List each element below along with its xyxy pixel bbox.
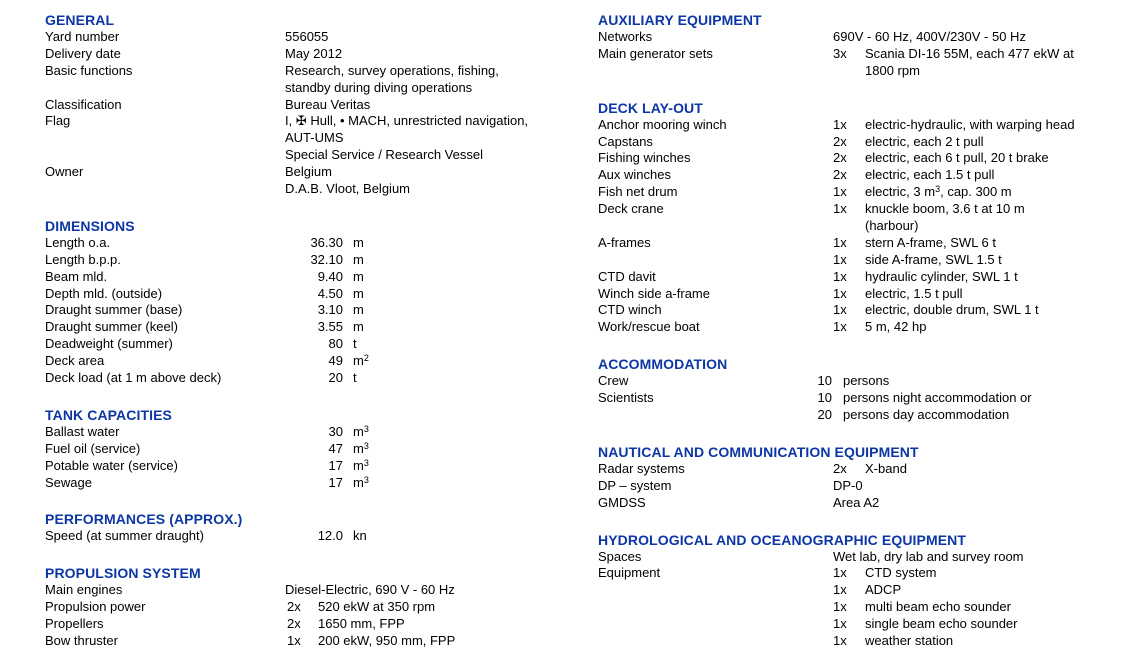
spec-label: Bow thruster	[45, 633, 118, 649]
section-heading: HYDROLOGICAL AND OCEANOGRAPHIC EQUIPMENT	[598, 531, 967, 548]
spec-row	[45, 370, 598, 387]
spec-value: electric, 3 $m^3$, cap. 300 m	[865, 184, 1012, 200]
spec-label: Spaces	[598, 548, 642, 564]
spec-quantity: 2x	[833, 167, 847, 183]
spec-label: Deadweight (summer)	[45, 336, 173, 352]
spec-unit: $m^3$	[353, 474, 369, 490]
section-deck-lay-out	[598, 100, 1139, 337]
spec-label: Depth mld. (outside)	[45, 285, 163, 301]
spec-label: Capstans	[598, 133, 653, 149]
spec-unit: $m^3$	[353, 457, 369, 473]
spec-label: Main generator sets	[598, 45, 713, 61]
spec-value: Bureau Veritas	[285, 96, 371, 112]
spec-value: stern A-frame, SWL 6 t	[865, 234, 997, 250]
section-heading: TANK CAPACITIES	[45, 406, 172, 423]
spec-quantity: 1x	[833, 319, 847, 335]
spec-quantity: 1x	[833, 302, 847, 318]
spec-value: 5 m, 42 hp	[865, 319, 927, 335]
spec-row	[45, 286, 598, 303]
spec-label: Draught summer (base)	[45, 302, 183, 318]
spec-label: Propellers	[45, 616, 104, 632]
spec-row	[45, 336, 598, 353]
spec-column-left	[45, 12, 598, 670]
spec-row	[598, 235, 1139, 252]
spec-row	[45, 458, 598, 475]
spec-row	[598, 633, 1139, 650]
spec-row	[598, 616, 1139, 633]
spec-value: CTD system	[865, 565, 937, 581]
spec-label: Deck crane	[598, 201, 664, 217]
spec-row	[598, 373, 1139, 390]
spec-quantity: 1x	[833, 268, 847, 284]
spec-number: 3.10	[317, 302, 343, 318]
spec-row	[598, 201, 1139, 218]
spec-row	[598, 407, 1139, 424]
spec-row	[45, 147, 598, 164]
spec-label: DP – system	[598, 477, 672, 493]
spec-label: Propulsion power	[45, 599, 146, 615]
spec-value: 1650 mm, FPP	[318, 616, 405, 632]
spec-number: 12.0	[317, 528, 343, 544]
spec-label: Speed (at summer draught)	[45, 528, 204, 544]
spec-label: Fishing winches	[598, 150, 691, 166]
spec-label: Beam mld.	[45, 268, 108, 284]
spec-quantity: 2x	[833, 460, 847, 476]
spec-label: CTD winch	[598, 302, 662, 318]
spec-quantity: 1x	[833, 234, 847, 250]
spec-label: Length o.a.	[45, 234, 111, 250]
spec-value: 1800 rpm	[865, 62, 920, 78]
spec-row	[45, 319, 598, 336]
spec-unit: kn	[353, 528, 367, 544]
section-accommodation	[598, 356, 1139, 424]
spec-number: 10	[817, 390, 832, 406]
spec-value: electric-hydraulic, with warping head	[865, 116, 1075, 132]
spec-value: D.A.B. Vloot, Belgium	[285, 181, 410, 197]
spec-row	[45, 269, 598, 286]
spec-value: I, ✠ Hull, • MACH, unrestricted navigation,	[285, 113, 529, 129]
spec-row	[45, 599, 598, 616]
spec-value: X-band	[865, 460, 907, 476]
spec-row	[598, 582, 1139, 599]
spec-value: Wet lab, dry lab and survey room	[833, 548, 1024, 564]
spec-row	[45, 302, 598, 319]
spec-row	[45, 235, 598, 252]
section-heading: DIMENSIONS	[45, 217, 135, 234]
section-hydrological-and-oceanographic-equipment	[598, 532, 1139, 650]
section-heading: PROPULSION SYSTEM	[45, 565, 201, 582]
section-general	[45, 12, 598, 198]
spec-number: 49	[328, 353, 343, 369]
spec-row	[598, 319, 1139, 336]
spec-row	[598, 565, 1139, 582]
spec-row	[598, 46, 1139, 63]
spec-label: Anchor mooring winch	[598, 116, 727, 132]
spec-unit: persons day accommodation	[843, 407, 1010, 423]
spec-value: single beam echo sounder	[865, 616, 1018, 632]
spec-quantity: 1x	[287, 633, 301, 649]
spec-row	[598, 167, 1139, 184]
spec-value: 520 ekW at 350 rpm	[318, 599, 436, 615]
spec-value: hydraulic cylinder, SWL 1 t	[865, 268, 1018, 284]
spec-value: May 2012	[285, 45, 343, 61]
spec-unit: persons	[843, 373, 890, 389]
spec-row	[598, 117, 1139, 134]
spec-number: 36.30	[310, 234, 343, 250]
spec-number: 20	[328, 370, 343, 386]
spec-row	[45, 80, 598, 97]
spec-number: 32.10	[310, 251, 343, 267]
section-auxiliary-equipment	[598, 12, 1139, 80]
section-dimensions	[45, 218, 598, 387]
spec-quantity: 1x	[833, 565, 847, 581]
spec-unit: t	[353, 336, 357, 352]
spec-unit: m	[353, 251, 364, 267]
section-heading: NAUTICAL AND COMMUNICATION EQUIPMENT	[598, 443, 919, 460]
spec-quantity: 1x	[833, 633, 847, 649]
spec-number: 47	[328, 440, 343, 456]
spec-number: 80	[328, 336, 343, 352]
spec-value: 200 ekW, 950 mm, FPP	[318, 633, 456, 649]
superscript: 2	[363, 353, 369, 364]
spec-label: Radar systems	[598, 460, 685, 476]
spec-value: 556055	[285, 29, 329, 44]
spec-number: 10	[817, 373, 832, 389]
spec-value: side A-frame, SWL 1.5 t	[865, 251, 1002, 267]
spec-label: Winch side a-frame	[598, 285, 710, 301]
spec-quantity: 2x	[833, 150, 847, 166]
spec-row	[45, 113, 598, 130]
spec-row	[45, 130, 598, 147]
spec-quantity: 1x	[833, 184, 847, 200]
spec-label: Fish net drum	[598, 184, 678, 200]
section-performances-approx	[45, 511, 598, 545]
spec-label: Length b.p.p.	[45, 251, 121, 267]
spec-row	[45, 528, 598, 545]
spec-unit: $m^3$	[353, 423, 369, 439]
spec-value: DP-0	[833, 477, 863, 493]
spec-label: Basic functions	[45, 62, 133, 78]
spec-quantity: 1x	[833, 251, 847, 267]
spec-value: Scania DI-16 55M, each 477 ekW at	[865, 45, 1074, 61]
section-propulsion-system	[45, 565, 598, 650]
spec-row	[598, 599, 1139, 616]
spec-value: (harbour)	[865, 218, 919, 234]
spec-label: Deck load (at 1 m above deck)	[45, 370, 222, 386]
spec-row	[598, 184, 1139, 201]
spec-row	[45, 475, 598, 492]
spec-row	[598, 150, 1139, 167]
spec-value: Research, survey operations, fishing,	[285, 62, 499, 78]
section-nautical-and-communication-equipment	[598, 444, 1139, 512]
spec-label: Owner	[45, 164, 84, 180]
spec-row	[45, 29, 598, 46]
spec-row	[45, 633, 598, 650]
spec-label: Scientists	[598, 390, 654, 406]
spec-row	[598, 286, 1139, 303]
spec-row	[45, 441, 598, 458]
spec-row	[45, 97, 598, 114]
spec-value: Belgium	[285, 164, 332, 180]
section-heading: DECK LAY-OUT	[598, 99, 703, 116]
spec-row	[598, 29, 1139, 46]
section-tank-capacities	[45, 407, 598, 492]
spec-value: weather station	[865, 633, 954, 649]
spec-label: Potable water (service)	[45, 457, 178, 473]
spec-label: Flag	[45, 113, 71, 129]
spec-label: Fuel oil (service)	[45, 440, 141, 456]
spec-label: Sewage	[45, 474, 92, 490]
spec-label: Ballast water	[45, 423, 120, 439]
spec-value: standby during diving operations	[285, 79, 473, 95]
spec-unit: m	[353, 302, 364, 318]
spec-quantity: 2x	[833, 133, 847, 149]
spec-label: Equipment	[598, 565, 661, 581]
spec-number: 20	[817, 407, 832, 423]
spec-row	[598, 390, 1139, 407]
spec-row	[45, 582, 598, 599]
spec-row	[598, 252, 1139, 269]
spec-number: 17	[328, 474, 343, 490]
spec-unit: $m^2$	[353, 353, 369, 369]
spec-quantity: 1x	[833, 201, 847, 217]
spec-number: 9.40	[317, 268, 343, 284]
spec-row	[45, 252, 598, 269]
spec-value: ADCP	[865, 582, 902, 598]
spec-value: knuckle boom, 3.6 t at 10 m	[865, 201, 1025, 217]
spec-label: Crew	[598, 373, 629, 389]
spec-label: CTD davit	[598, 268, 656, 284]
spec-unit: m	[353, 319, 364, 335]
spec-label: Networks	[598, 29, 653, 44]
spec-unit: m	[353, 285, 364, 301]
spec-unit: m	[353, 234, 364, 250]
spec-value: Diesel-Electric, 690 V - 60 Hz	[285, 582, 455, 598]
spec-value: multi beam echo sounder	[865, 599, 1011, 615]
spec-label: Main engines	[45, 582, 123, 598]
spec-unit: m	[353, 268, 364, 284]
spec-label: Work/rescue boat	[598, 319, 700, 335]
spec-row	[598, 218, 1139, 235]
spec-row	[598, 269, 1139, 286]
spec-quantity: 1x	[833, 616, 847, 632]
spec-number: 30	[328, 423, 343, 439]
spec-unit: t	[353, 370, 357, 386]
spec-quantity: 2x	[287, 599, 301, 615]
spec-row	[45, 63, 598, 80]
spec-label: A-frames	[598, 234, 651, 250]
section-heading: GENERAL	[45, 12, 115, 28]
section-heading: ACCOMMODATION	[598, 356, 728, 373]
superscript: 3	[363, 440, 369, 451]
spec-unit: persons night accommodation or	[843, 390, 1032, 406]
spec-label: Draught summer (keel)	[45, 319, 178, 335]
spec-quantity: 1x	[833, 116, 847, 132]
spec-unit: $m^3$	[353, 440, 369, 456]
spec-label: Deck area	[45, 353, 105, 369]
spec-value: electric, each 2 t pull	[865, 133, 984, 149]
spec-number: 17	[328, 457, 343, 473]
section-heading: AUXILIARY EQUIPMENT	[598, 12, 762, 28]
superscript: 3	[363, 457, 369, 468]
superscript: 3	[363, 474, 369, 485]
spec-value: Special Service / Research Vessel	[285, 147, 483, 163]
spec-row	[45, 164, 598, 181]
spec-label: Aux winches	[598, 167, 671, 183]
section-heading: PERFORMANCES (APPROX.)	[45, 511, 243, 528]
spec-number: 3.55	[317, 319, 343, 335]
spec-value: electric, double drum, SWL 1 t	[865, 302, 1039, 318]
spec-row	[598, 63, 1139, 80]
spec-row	[598, 495, 1139, 512]
spec-quantity: 1x	[833, 582, 847, 598]
spec-value: AUT-UMS	[285, 130, 344, 146]
spec-quantity: 1x	[833, 285, 847, 301]
spec-row	[45, 46, 598, 63]
spec-value: electric, each 6 t pull, 20 t brake	[865, 150, 1049, 166]
spec-row	[598, 302, 1139, 319]
spec-value: electric, 1.5 t pull	[865, 285, 963, 301]
spec-row	[598, 478, 1139, 495]
spec-row	[45, 353, 598, 370]
spec-label: GMDSS	[598, 494, 646, 510]
spec-quantity: 3x	[833, 45, 847, 61]
spec-value: Area A2	[833, 494, 880, 510]
spec-column-right	[598, 12, 1139, 670]
spec-value: electric, each 1.5 t pull	[865, 167, 995, 183]
spec-row	[45, 181, 598, 198]
spec-row	[598, 461, 1139, 478]
spec-row	[598, 134, 1139, 151]
spec-quantity: 1x	[833, 599, 847, 615]
spec-label: Yard number	[45, 29, 120, 44]
spec-label: Classification	[45, 96, 122, 112]
spec-row	[45, 424, 598, 441]
superscript: 3	[935, 184, 941, 195]
superscript: 3	[363, 423, 369, 434]
spec-quantity: 2x	[287, 616, 301, 632]
spec-row	[598, 549, 1139, 566]
spec-number: 4.50	[317, 285, 343, 301]
spec-row	[45, 616, 598, 633]
spec-value: 690V - 60 Hz, 400V/230V - 50 Hz	[833, 29, 1026, 44]
spec-label: Delivery date	[45, 45, 121, 61]
